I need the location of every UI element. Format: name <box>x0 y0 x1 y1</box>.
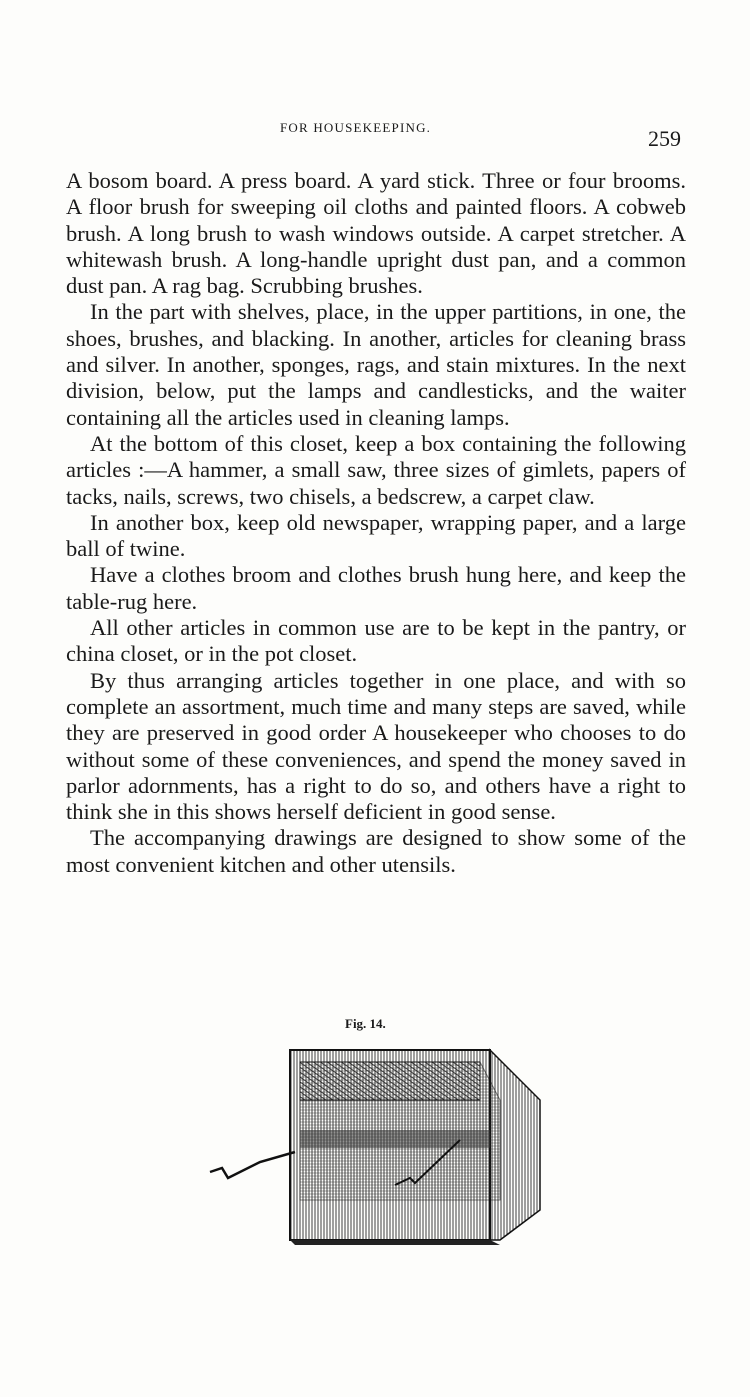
paragraph-7: By thus arranging articles together in one place, and with so complete an assortment, much time and many steps are saved, while they are preserved in good order A housekeeper who chooses to do without some of these conveniences, and spend the money saved in parlor adornments, has a right to do so, and others have a right to think she in this shows herself deficient in good sense. <box>66 667 686 825</box>
running-head: FOR HOUSEKEEPING. <box>280 120 432 135</box>
page-number: 259 <box>648 126 681 151</box>
paragraph-1: A bosom board. A press board. A yard stick. Three or four brooms. A floor brush for sweeping oil cloths and painted floors. A cobweb brush. A long brush to wash windows outside. A carpet stretcher. A whitewash brush. A long-handle upright dust pan, and a common dust pan. A rag bag. Scrubbing brushes. <box>66 168 686 299</box>
paragraph-2: In the part with shelves, place, in the upper partitions, in one, the shoes, brushes, and blacking. In another, articles for cleaning brass and silver. In another, sponges, rags, and stain mixtures. In the next division, below, put the lamps and candlesticks, and the waiter containing all the articles used in cleaning lamps. <box>66 299 686 430</box>
paragraph-6: All other articles in common use are to be kept in the pantry, or china closet, or in the pot closet. <box>66 615 686 667</box>
figure-caption: Fig. 14. <box>345 1016 386 1031</box>
paragraph-4: In another box, keep old newspaper, wrapping paper, and a large ball of twine. <box>66 509 686 562</box>
paragraph-8: The accompanying drawings are designed to show some of the most convenient kitchen and other utensils. <box>66 825 686 877</box>
body-text <box>66 168 686 878</box>
paragraph-3: At the bottom of this closet, keep a box containing the following articles :—A hammer, a small saw, three sizes of gimlets, papers of tacks, nails, screws, two chisels, a bedscrew, a carpet claw. <box>66 430 686 509</box>
box-stove-engraving-icon <box>200 1040 550 1260</box>
paragraph-5: Have a clothes broom and clothes brush hung here, and keep the table-rug here. <box>66 562 686 614</box>
